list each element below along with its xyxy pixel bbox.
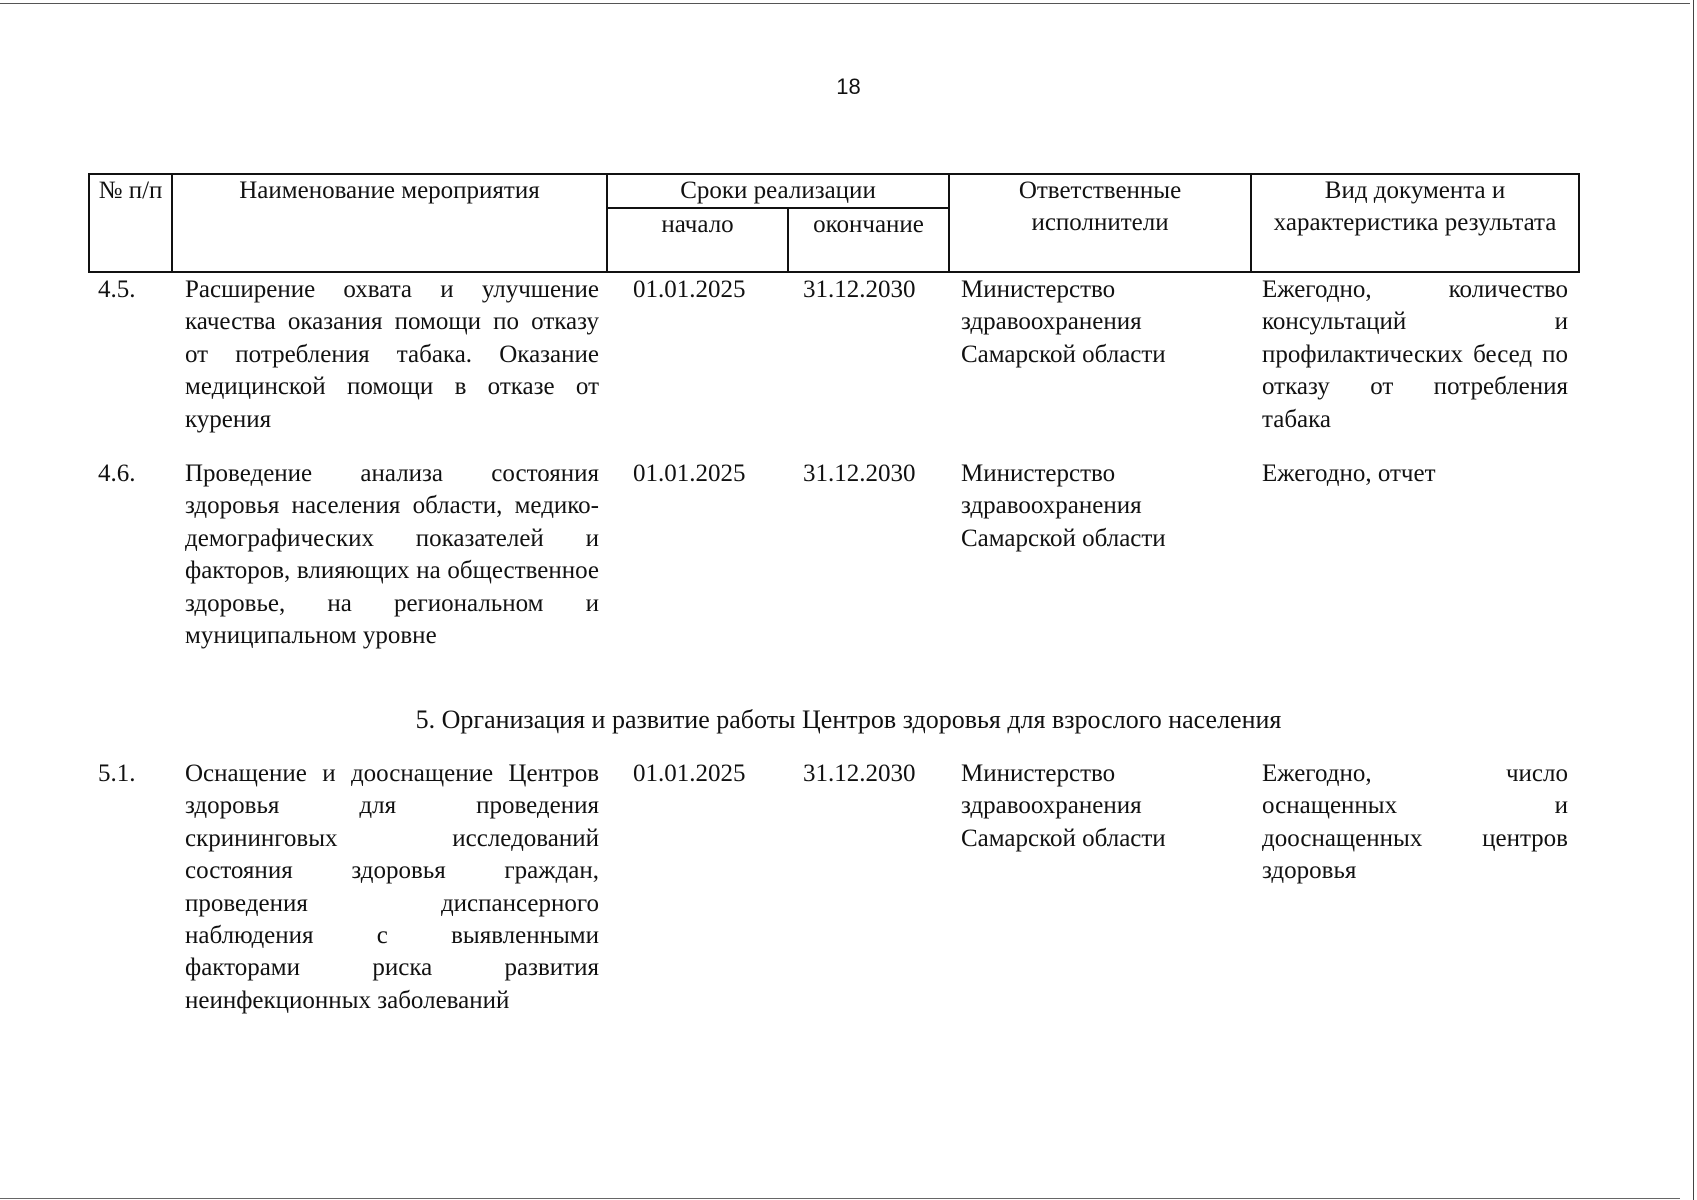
row-responsible: Министерство здравоохранения Самарской области [961, 760, 1166, 852]
row-start: 01.01.2025 [633, 276, 746, 303]
scan-border-bottom [0, 1198, 1680, 1199]
header-terms: Сроки реализации [607, 174, 949, 208]
header-doc: Вид документа и характеристика результата [1251, 174, 1579, 272]
row-doc: Ежегодно, количество консультаций и профилактических бесед по отказу от потребления табака [1262, 276, 1568, 433]
row-start: 01.01.2025 [633, 460, 746, 487]
row-doc: Ежегодно, число оснащенных и дооснащенных центров здоровья [1262, 760, 1568, 885]
scan-border-top [0, 3, 1690, 4]
table-header [88, 173, 1580, 273]
header-end: окончание [788, 208, 949, 272]
header-name: Наименование мероприятия [172, 174, 607, 272]
row-end: 31.12.2030 [803, 460, 916, 487]
header-responsible: Ответственные исполнители [949, 174, 1251, 272]
row-end: 31.12.2030 [803, 276, 916, 303]
page-number: 18 [836, 74, 861, 99]
row-end: 31.12.2030 [803, 760, 916, 787]
header-num: № п/п [89, 174, 172, 272]
row-num: 5.1. [98, 760, 136, 787]
header-start: начало [607, 208, 788, 272]
row-responsible: Министерство здравоохранения Самарской области [961, 460, 1166, 552]
section-title: 5. Организация и развитие работы Центров здоровья для взрослого населения [415, 705, 1282, 734]
row-name: Оснащение и дооснащение Центров здоровья для проведения скрининговых исследований состояния здоровья граждан, проведения диспансерного наблюдения с выявленными факторами риска развития неинфекционных заболеваний [185, 760, 599, 1014]
row-num: 4.5. [98, 276, 136, 303]
scan-border-right [1693, 0, 1694, 1200]
row-doc: Ежегодно, отчет [1262, 460, 1436, 487]
row-name: Проведение анализа состояния здоровья населения области, медико-демографических показателей и факторов, влияющих на общественное здоровье, на региональном и муниципальном уровне [185, 460, 599, 650]
row-start: 01.01.2025 [633, 760, 746, 787]
row-num: 4.6. [98, 460, 136, 487]
row-name: Расширение охвата и улучшение качества оказания помощи по отказу от потребления табака. Оказание медицинской помощи в отказе от курения [185, 276, 599, 433]
row-responsible: Министерство здравоохранения Самарской области [961, 276, 1166, 368]
